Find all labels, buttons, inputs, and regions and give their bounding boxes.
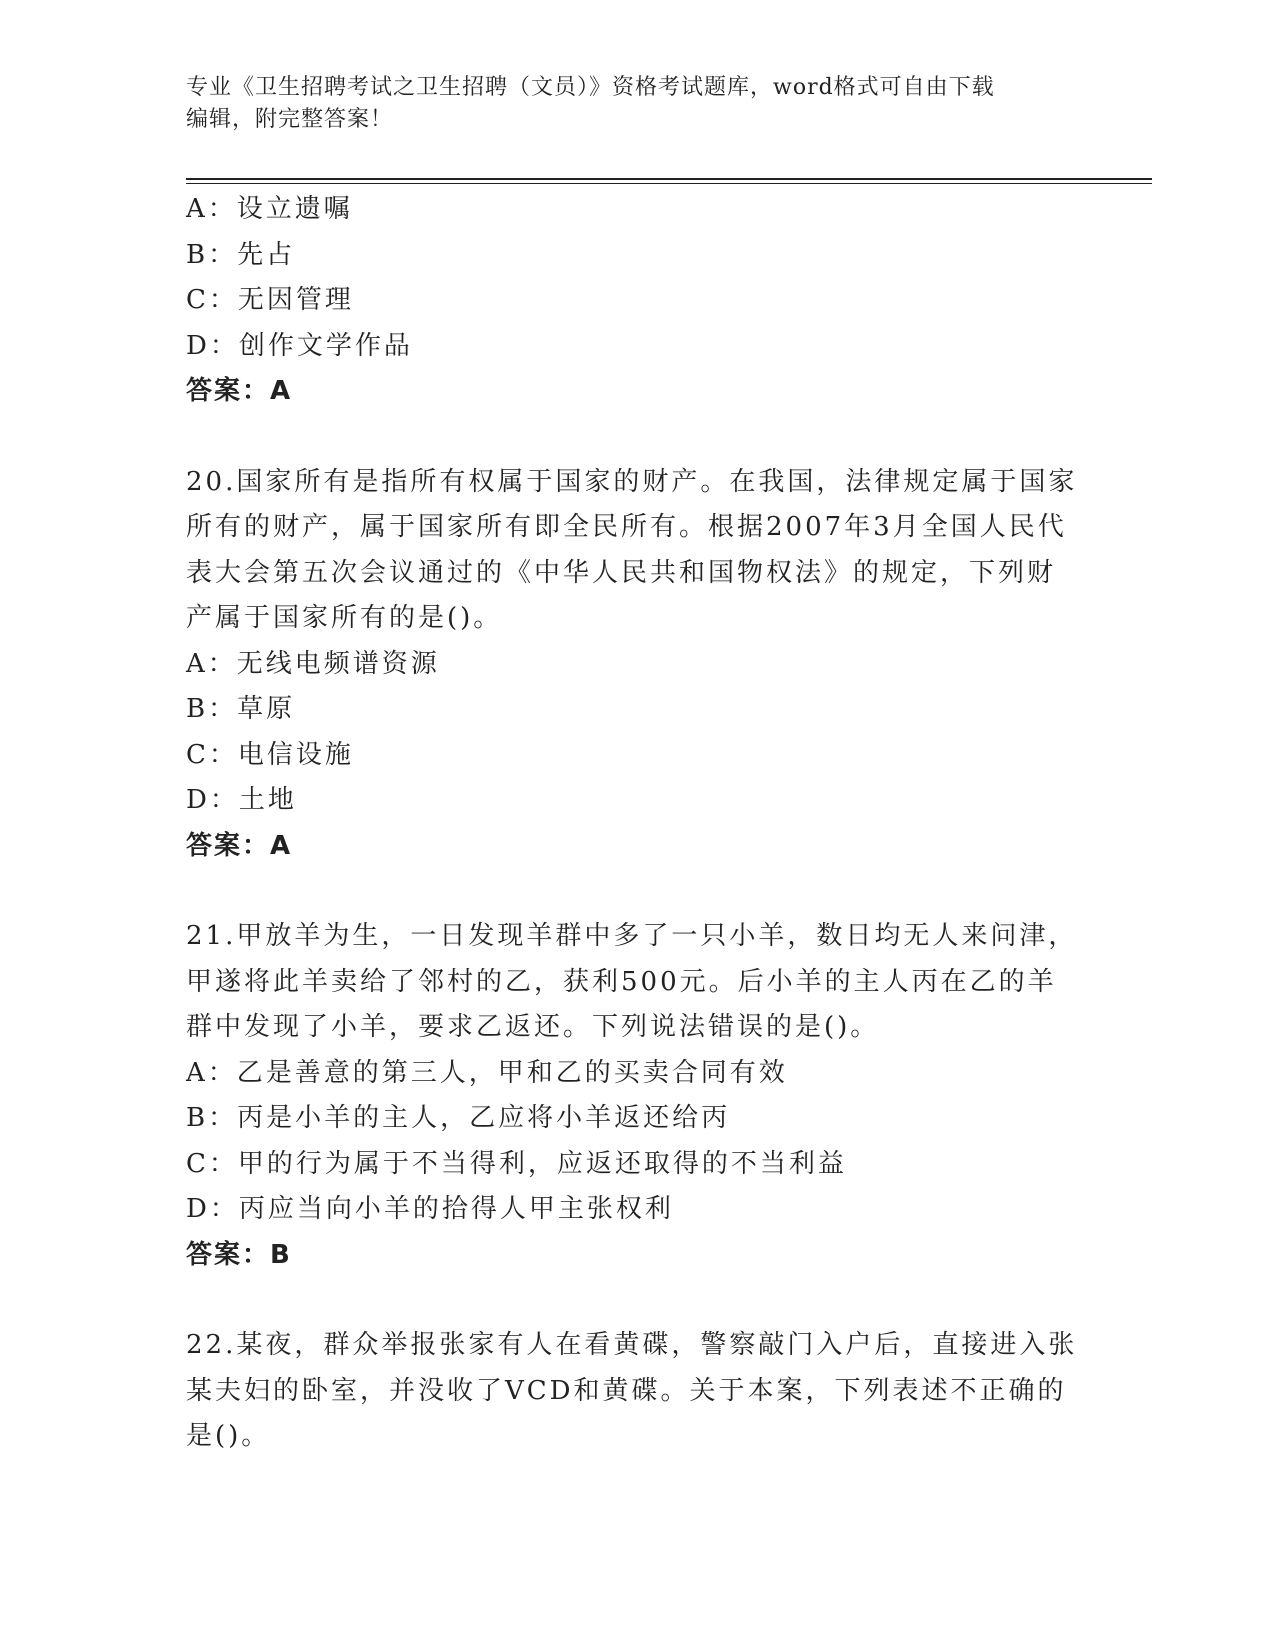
question-list [186,187,1086,1460]
option-a: A：设立遗嘱 [186,194,353,224]
question-stem-line: 所有的财产，属于国家所有即全民所有。根据2007年3月全国人民代 [186,512,1067,542]
option-c: C：甲的行为属于不当得利，应返还取得的不当利益 [186,1148,847,1179]
spacer [186,869,1086,914]
spacer [186,415,1086,460]
question-stem-line: 20.国家所有是指所有权属于国家的财产。在我国，法律规定属于国家 [186,466,1078,497]
option-b: B：丙是小羊的主人，乙应将小羊返还给丙 [186,1103,731,1133]
question-19 [186,187,1086,415]
question-20 [186,460,1086,870]
option-d: D：创作文学作品 [186,330,413,361]
question-stem-line: 产属于国家所有的是()。 [186,603,503,633]
option-b: B：先占 [186,239,296,270]
header-divider [186,183,1152,184]
header-line: 编辑，附完整答案！ [186,107,394,132]
header-divider [186,178,1152,180]
header-line: 专业《卫生招聘考试之卫生招聘（文员）》资格考试题库，word格式可自由下载 [186,75,995,100]
option-b: B：草原 [186,694,296,724]
question-stem-line: 某夫妇的卧室，并没收了VCD和黄碟。关于本案，下列表述不正确的 [186,1375,1067,1406]
question-21 [186,914,1086,1278]
answer: 答案：A [186,830,293,861]
spacer [186,1278,1086,1323]
option-a: A：无线电频谱资源 [186,648,440,679]
option-d: D：丙应当向小羊的拾得人甲主张权利 [186,1194,674,1224]
question-stem-line: 是()。 [186,1421,271,1451]
question-stem-line: 表大会第五次会议通过的《中华人民共和国物权法》的规定，下列财 [186,557,1057,588]
document-header [186,72,1086,136]
answer: 答案：A [186,376,293,406]
option-d: D：土地 [186,785,297,815]
option-c: C：电信设施 [186,739,354,770]
answer: 答案：B [186,1239,292,1270]
option-a: A：乙是善意的第三人，甲和乙的买卖合同有效 [186,1057,788,1088]
option-c: C：无因管理 [186,285,354,315]
question-stem-line: 22.某夜，群众举报张家有人在看黄碟，警察敲门入户后，直接进入张 [186,1330,1078,1360]
question-stem-line: 甲遂将此羊卖给了邻村的乙，获利500元。后小羊的主人丙在乙的羊 [186,966,1057,997]
question-22 [186,1323,1086,1460]
question-stem-line: 群中发现了小羊，要求乙返还。下列说法错误的是()。 [186,1012,880,1042]
question-stem-line: 21.甲放羊为生，一日发现羊群中多了一只小羊，数日均无人来问津， [186,921,1078,951]
